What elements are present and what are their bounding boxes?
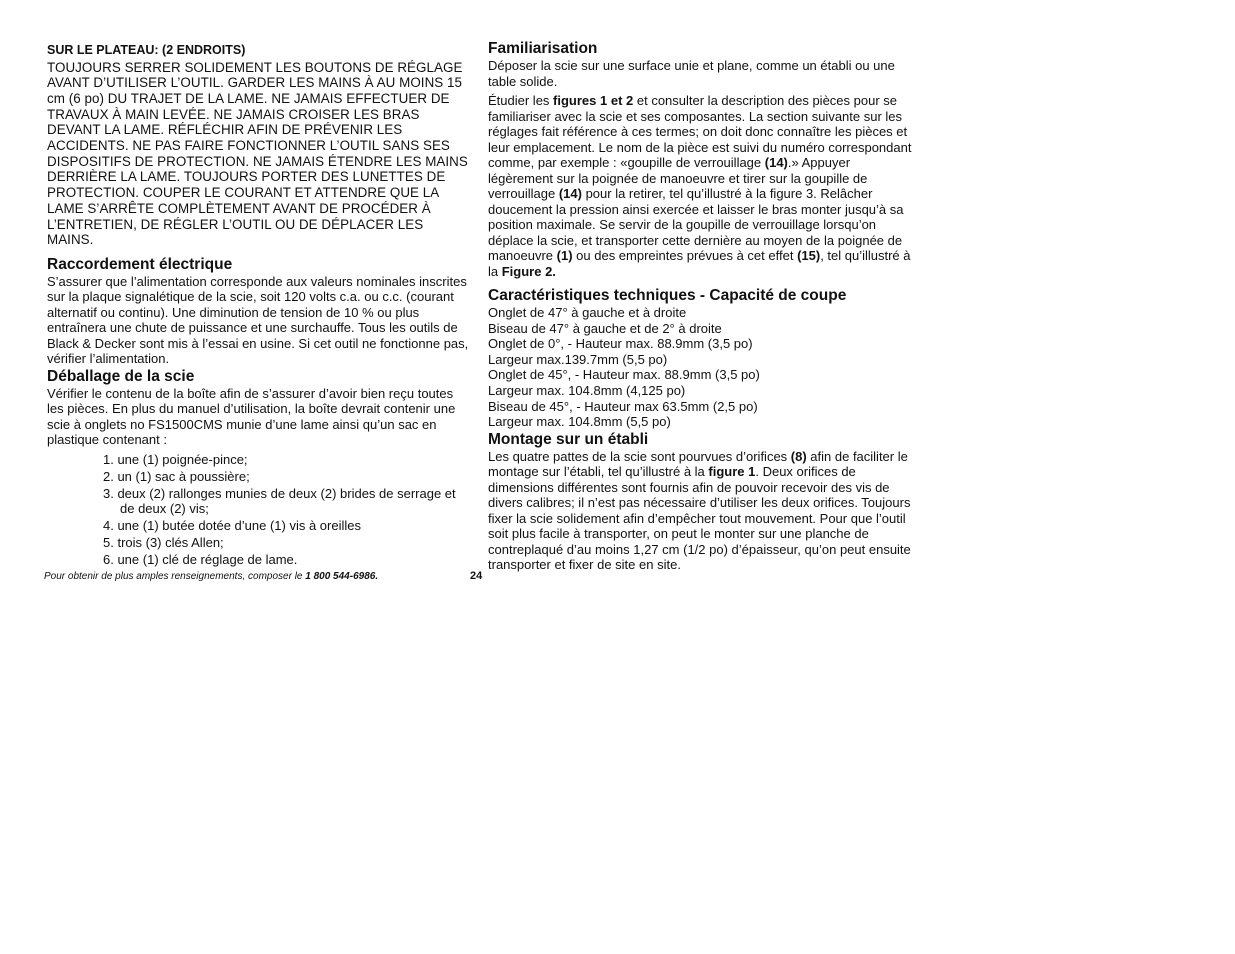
warning-title: SUR LE PLATEAU: (2 ENDROITS) (47, 43, 246, 57)
bench-text: Les quatre pattes de la scie sont pourvues d’orifices (8) afin de faciliter le montage sur l’établi, tel qu’illustré à la figure 1. Deux orifices de dimensions différentes sont fournis afin de pouvoir recevoir des vis de divers calibres; il n’est pas nécessaire d’utiliser les deux orifices. Toujours fixer la scie solidement afin d’empêcher tout mouvement. Pour que l’outil soit plus facile à transporter, on peut le monter sur une planche de contreplaqué d’au moins 1,27 cm (1/2 po) d’épaisseur, qu’on peut ensuite transporter et fixer de site en site. (488, 448, 911, 573)
familiarisation-body: Étudier les figures 1 et 2 et consulter la description des pièces pour se familiariser avec la scie et ses composantes. La section suivante sur les réglages fait référence à ces termes; on doit donc connaître les pièces et leur emplacement. Le nom de la pièce est suivi du numéro correspondant comme, par exemple : «goupille de verrouillage (14).» Appuyer légèrement sur la poignée de manoeuvre et tirer sur la goupille de verrouillage (14) pour la retirer, tel qu’illustré à la figure 3. Relâcher doucement la pression ainsi exercée et laisser le bras monter jusqu’à sa position maximale. Se servir de la goupille de verrouillage lorsqu’on déplace la scie, et transporter cette dernière au moyen de la poignée de manoeuvre (1) ou des empreintes prévues à cet effet (15), tel qu’illustré à la Figure 2. (488, 93, 912, 279)
list-item: 4. une (1) butée dotée d’une (1) vis à oreilles (103, 518, 361, 534)
familiarisation-heading: Familiarisation (488, 40, 598, 57)
spec-line: Largeur max. 104.8mm (4,125 po) (488, 382, 686, 398)
contents-list (47, 452, 472, 568)
warning-text: TOUJOURS SERRER SOLIDEMENT LES BOUTONS DE RÉGLAGE AVANT D’UTILISER L’OUTIL. GARDER LES MAINS À AU MOINS 15 cm (6 po) DU TRAJET DE LA LAME. NE JAMAIS EFFECTUER DE TRAVAUX À MAIN LEVÉE. NE JAMAIS CROISER LES BRAS DEVANT LA LAME. RÉFLÉCHIR AFIN DE PRÉVENIR LES ACCIDENTS. NE PAS FAIRE FONCTIONNER L’OUTIL SANS SES DISPOSITIFS DE PROTECTION. NE JAMAIS ÉTENDRE LES MAINS DERRIÈRE LA LAME. TOUJOURS PORTER DES LUNETTES DE PROTECTION. COUPER LE COURANT ET ATTENDRE QUE LA LAME S’ARRÊTE COMPLÈTEMENT AVANT DE PROCÉDER À L’ENTRETIEN, DE RÉGLER L’OUTIL OU DE DÉPLACER LES MAINS. (47, 59, 468, 248)
bench-heading: Montage sur un établi (488, 430, 649, 448)
left-column (47, 40, 472, 569)
unpacking-heading: Déballage de la scie (47, 367, 195, 385)
spec-line: Biseau de 47° à gauche et de 2° à droite (488, 320, 722, 336)
list-item: 3. deux (2) rallonges munies de deux (2) brides de serrage et de deux (2) vis; (103, 485, 456, 517)
spec-line: Largeur max.139.7mm (5,5 po) (488, 351, 668, 367)
page-number: 24 (470, 570, 483, 582)
familiarisation-intro: Déposer la scie sur une surface unie et plane, comme un établi ou une table solide. (488, 58, 895, 89)
specs-list (488, 305, 914, 430)
spec-line: Onglet de 45°, - Hauteur max. 88.9mm (3,5 po) (488, 367, 760, 383)
spec-line: Onglet de 47° à gauche et à droite (488, 305, 687, 320)
electrical-text: S’assurer que l’alimentation corresponde aux valeurs nominales inscrites sur la plaque signalétique de la scie, soit 120 volts c.a. ou c.c. (courant alternatif ou continu). Une diminution de tension de 10 % ou plus entraînera une chute de puissance et une surchauffe. Tous les outils de Black & Decker sont mis à l’essai en usine. Si cet outil ne fonctionne pas, vérifier l’alimentation. (47, 273, 469, 367)
list-item: 2. un (1) sac à poussière; (103, 468, 250, 484)
right-column (488, 40, 914, 573)
spec-line: Biseau de 45°, - Hauteur max 63.5mm (2,5 po) (488, 398, 758, 414)
phone-number: 1 800 544-6986. (305, 571, 379, 582)
unpacking-text: Vérifier le contenu de la boîte afin de s’assurer d’avoir bien reçu toutes les pièces. En plus du manuel d’utilisation, la boîte devrait contenir une scie à onglets no FS1500CMS munie d’une lame ainsi qu’un sac en plastique contenant : (47, 385, 456, 448)
specs-heading: Caractéristiques techniques - Capacité de coupe (488, 287, 847, 304)
footer-contact-note: Pour obtenir de plus amples renseignements, composer le 1 800 544-6986. (44, 571, 379, 582)
list-item: 1. une (1) poignée-pince; (103, 451, 248, 467)
list-item: 5. trois (3) clés Allen; (103, 535, 224, 551)
spec-line: Largeur max. 104.8mm (5,5 po) (488, 414, 671, 430)
electrical-heading: Raccordement électrique (47, 255, 233, 273)
list-item: 6. une (1) clé de réglage de lame. (103, 552, 298, 568)
spec-line: Onglet de 0°, - Hauteur max. 88.9mm (3,5 po) (488, 336, 753, 352)
